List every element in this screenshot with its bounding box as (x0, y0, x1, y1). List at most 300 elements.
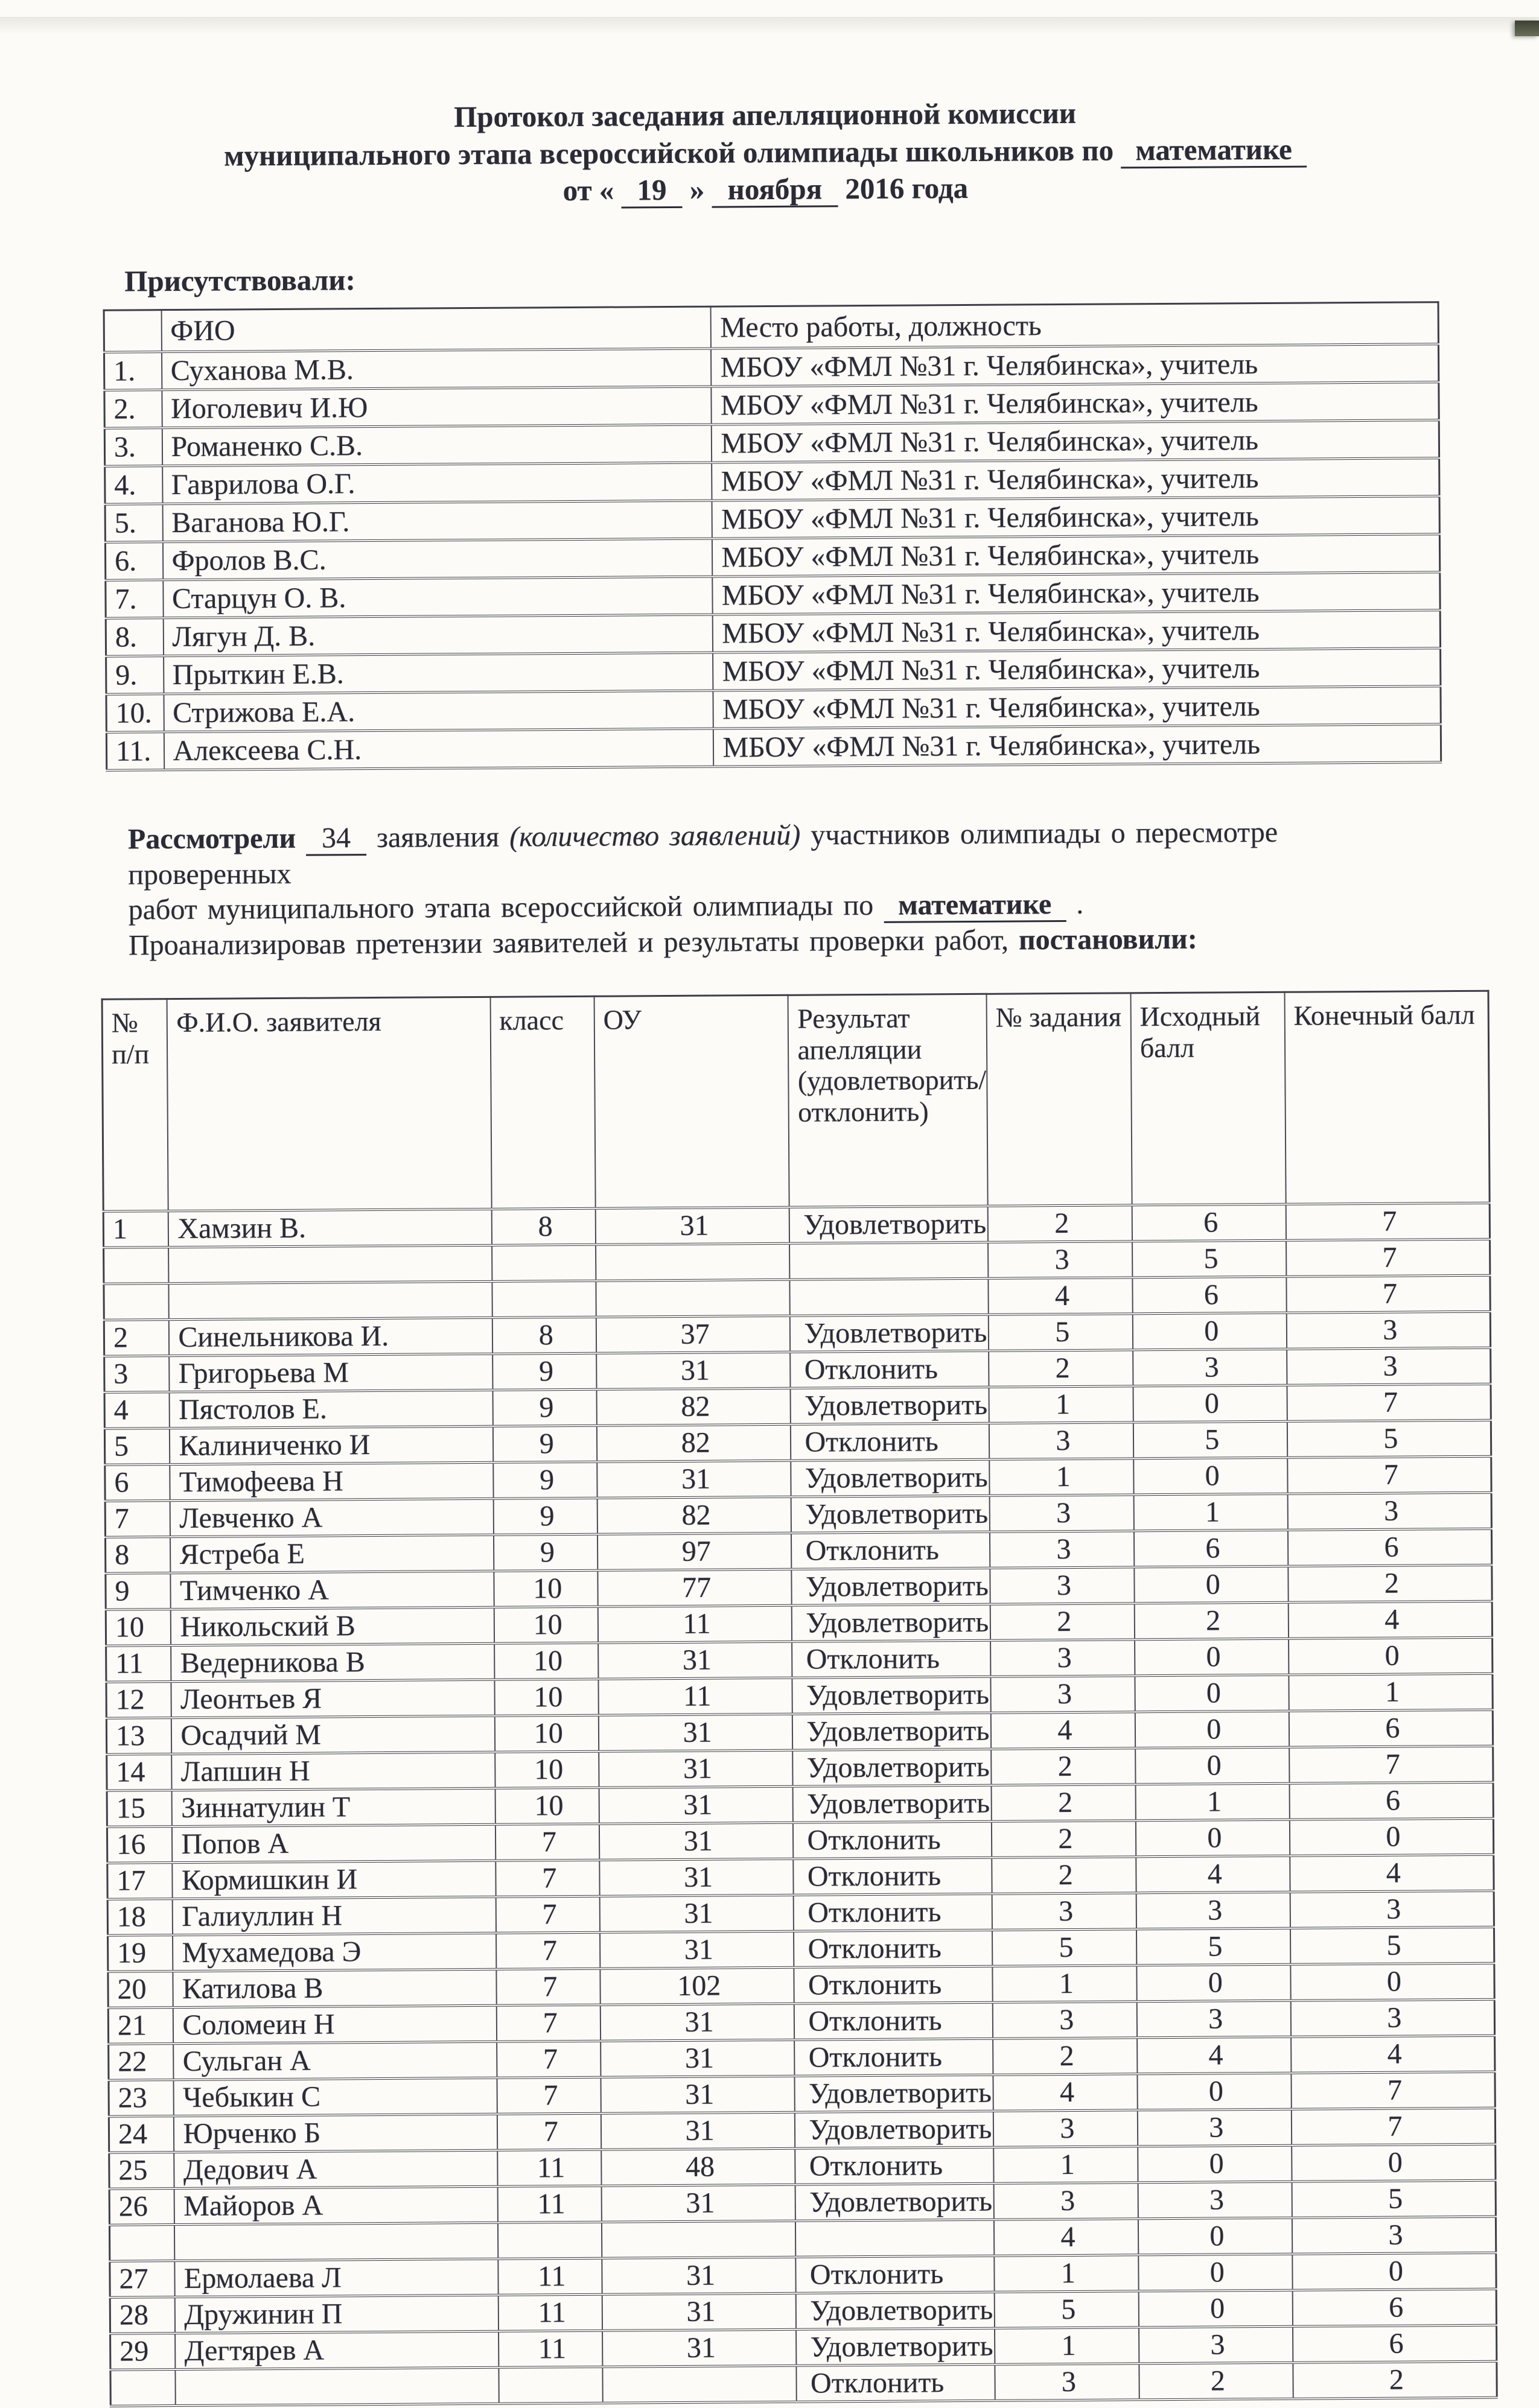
table-cell: Удовлетворить (791, 1387, 989, 1425)
table-cell: 7 (495, 1860, 600, 1897)
table-cell: Отклонить (795, 2039, 993, 2076)
table-cell: 10 (494, 1607, 598, 1644)
resolution-line-1 (128, 815, 1420, 893)
table-cell: 9 (493, 1462, 597, 1499)
table-cell: 0 (1135, 1711, 1289, 1749)
table-cell: 4 (993, 2074, 1137, 2111)
table-cell: Отклонить (794, 1930, 992, 1968)
table-cell: 10 (494, 1571, 598, 1607)
table-cell: 5 (995, 2292, 1139, 2328)
table-cell: 1 (994, 2255, 1138, 2292)
column-header: Исходный балл (1130, 993, 1286, 1206)
table-cell: 7 (1291, 2072, 1495, 2109)
table-cell: 4 (988, 1278, 1132, 1315)
table-cell: Кормишкин И (173, 1861, 496, 1899)
table-cell: 7 (495, 1824, 600, 1861)
table-cell: Отклонить (792, 1641, 991, 1678)
table-cell: 23 (109, 2080, 174, 2117)
table-cell: 5 (1132, 1241, 1286, 1278)
table-cell: 2 (993, 2038, 1137, 2075)
table-cell: 4. (105, 466, 162, 504)
table-cell: Ваганова Ю.Г. (162, 501, 712, 542)
table-cell: 77 (597, 1569, 792, 1607)
table-cell: 3 (994, 2183, 1138, 2220)
table-cell: 14 (107, 1755, 172, 1791)
table-cell: Ведерникова В (171, 1644, 495, 1682)
table-cell: 2 (990, 1604, 1135, 1641)
table-cell: Отклонить (797, 2365, 995, 2402)
table-cell: Фролов В.С. (162, 539, 712, 580)
table-cell: 7 (497, 2114, 601, 2150)
resolution-line3-bold: постановили: (1018, 923, 1197, 956)
table-cell: 21 (108, 2008, 173, 2045)
table-cell: Суханова М.В. (162, 349, 712, 390)
column-header: № задания (986, 993, 1132, 1206)
table-cell: Дедович А (174, 2150, 498, 2188)
table-cell: Ермолаева Л (175, 2259, 499, 2297)
table-cell: 11. (106, 732, 164, 770)
table-cell: Катилова В (173, 1969, 497, 2007)
table-cell: 13 (106, 1718, 171, 1755)
table-cell: 7 (1286, 1275, 1490, 1313)
table-cell: 1. (104, 352, 161, 390)
table-cell: Майоров А (174, 2187, 498, 2225)
table-cell: 15 (107, 1791, 172, 1828)
table-cell: 10 (494, 1715, 599, 1752)
column-header (104, 310, 161, 352)
title-subject-blank: математике (1121, 132, 1307, 168)
table-cell: 9 (494, 1534, 598, 1571)
table-cell: МБОУ «ФМЛ №31 г. Челябинска», учитель (713, 648, 1441, 690)
appeals-table-body (103, 1203, 1497, 2406)
table-cell: 7 (495, 1896, 600, 1933)
table-cell: 2. (104, 390, 162, 428)
table-cell: 10. (106, 694, 164, 732)
table-cell: Хамзин В. (168, 1209, 492, 1247)
table-cell: 3 (990, 1676, 1135, 1713)
table-cell: Отклонить (793, 1822, 992, 1859)
table-cell: Иоголевич И.Ю (162, 387, 712, 428)
appeals-header-row (102, 991, 1490, 1212)
table-cell: 5 (1133, 1422, 1287, 1459)
table-cell: 31 (602, 2257, 796, 2295)
table-cell: 31 (599, 1859, 794, 1896)
table-cell: 8 (105, 1537, 170, 1574)
table-cell: 4 (1137, 2037, 1291, 2074)
title-date-day-blank: 19 (621, 173, 682, 209)
table-cell: 16 (107, 1827, 172, 1864)
table-cell: Лапшин Н (172, 1752, 495, 1790)
table-cell: Гаврилова О.Г. (162, 463, 712, 504)
table-cell: 6 (105, 1465, 170, 1502)
table-cell: Отклонить (791, 1423, 989, 1461)
resolution-line3-text: Проанализировав претензии заявителей и результаты проверки работ, (128, 924, 1009, 962)
table-cell: 7 (496, 1933, 601, 1969)
table-cell (499, 2367, 603, 2404)
table-cell: 31 (602, 2330, 797, 2367)
table-cell: 7 (1287, 1384, 1491, 1422)
table-cell: Галиуллин Н (173, 1897, 496, 1935)
title-text-2: муниципального этапа всероссийской олимпиады школьников по (224, 133, 1114, 173)
table-cell: 1 (1289, 1674, 1493, 1711)
table-cell: 10 (106, 1610, 171, 1647)
table-cell: 0 (1135, 1675, 1289, 1712)
table-cell: 0 (1135, 1639, 1289, 1676)
table-cell (169, 1282, 492, 1320)
table-cell: 1 (995, 2328, 1139, 2365)
table-cell: 0 (1289, 1638, 1493, 1675)
table-cell: Юрченко Б (174, 2114, 497, 2152)
table-cell: 0 (1290, 1963, 1494, 2001)
table-cell: 3 (1291, 2000, 1495, 2037)
table-cell: 6 (1132, 1204, 1286, 1242)
table-cell: 2 (991, 1785, 1135, 1822)
table-cell: МБОУ «ФМЛ №31 г. Челябинска», учитель (712, 382, 1439, 424)
table-cell: 11 (598, 1606, 792, 1643)
table-cell: 3 (1139, 2327, 1293, 2364)
table-cell: 3 (990, 1495, 1134, 1532)
table-cell: Зиннатулин Т (172, 1788, 495, 1826)
table-cell: 0 (1133, 1313, 1287, 1350)
table-cell: Прыткин Е.В. (164, 653, 713, 694)
table-cell: 10 (495, 1788, 599, 1825)
column-header: Конечный балл (1284, 991, 1490, 1205)
table-cell: 12 (106, 1682, 171, 1719)
resolution-italic-note: (количество заявлений) (509, 819, 801, 853)
table-cell: 31 (599, 1787, 793, 1824)
table-cell (169, 1245, 492, 1283)
table-cell: Удовлетворить (793, 1749, 992, 1787)
table-cell (492, 1281, 596, 1318)
table-cell: МБОУ «ФМЛ №31 г. Челябинска», учитель (712, 420, 1439, 462)
table-cell: 7. (106, 580, 163, 618)
table-cell: 6 (1134, 1530, 1288, 1568)
table-cell: Отклонить (796, 2256, 995, 2293)
table-cell: МБОУ «ФМЛ №31 г. Челябинска», учитель (713, 572, 1440, 614)
table-cell: 3 (990, 1640, 1135, 1677)
table-cell: Удовлетворить (789, 1206, 988, 1244)
table-cell: 3 (1137, 2001, 1291, 2038)
table-cell: Дружинин П (175, 2295, 499, 2333)
table-cell (498, 2222, 602, 2259)
table-cell: 31 (597, 1461, 791, 1498)
table-cell: 3 (1287, 1348, 1491, 1385)
table-cell: 48 (601, 2149, 795, 2186)
table-cell: 3 (988, 1242, 1132, 1279)
resolution-line2-text: работ муниципального этапа всероссийской олимпиады по (128, 889, 874, 926)
table-cell: 7 (105, 1501, 170, 1538)
table-cell (109, 2225, 174, 2262)
table-cell: МБОУ «ФМЛ №31 г. Челябинска», учитель (713, 724, 1441, 766)
table-cell: Григорьева М (170, 1354, 493, 1392)
table-cell: 4 (991, 1712, 1135, 1749)
table-cell: 1 (989, 1459, 1133, 1496)
table-cell: 5 (989, 1314, 1133, 1351)
table-cell (602, 2366, 797, 2403)
table-cell: 2 (1293, 2362, 1497, 2399)
table-cell: 3 (1138, 2182, 1292, 2219)
table-cell: 0 (1138, 2146, 1292, 2183)
appeals-table (101, 990, 1498, 2407)
table-cell: 24 (109, 2117, 174, 2153)
table-cell: 2 (992, 1821, 1136, 1858)
table-cell: 10 (495, 1752, 599, 1788)
table-cell: Отклонить (791, 1532, 990, 1569)
table-cell: 4 (104, 1393, 170, 1429)
title-text-1: Протокол заседания апелляционной комиссии (453, 96, 1077, 134)
table-cell: 6 (1289, 1710, 1493, 1747)
table-cell: МБОУ «ФМЛ №31 г. Челябинска», учитель (713, 610, 1440, 652)
table-cell: 31 (602, 2293, 797, 2331)
table-cell: 2 (1135, 1603, 1289, 1640)
table-cell: 3 (1136, 1892, 1290, 1930)
table-cell: 5 (1136, 1928, 1290, 1966)
table-cell: 3 (989, 1423, 1133, 1460)
table-cell: 5. (105, 504, 162, 542)
table-cell: Синельникова И. (169, 1318, 492, 1356)
table-cell: 31 (601, 2040, 795, 2077)
table-cell: Осадчий М (171, 1716, 495, 1754)
table-cell: 3 (1290, 1891, 1494, 1928)
table-cell (174, 2223, 498, 2261)
resolution-subject-blank: математике (884, 888, 1066, 923)
table-cell: 7 (497, 2041, 601, 2078)
table-cell: 0 (1138, 2254, 1292, 2292)
table-cell: 11 (106, 1646, 171, 1683)
column-header: Ф.И.О. заявителя (167, 997, 491, 1212)
table-cell: 4 (994, 2219, 1138, 2256)
table-cell: 3 (990, 1531, 1134, 1568)
table-cell: Алексеева С.Н. (164, 729, 713, 770)
table-cell: Отклонить (791, 1351, 989, 1388)
table-cell: Старцун О. В. (163, 577, 713, 618)
table-cell: Лягун Д. В. (163, 615, 713, 656)
table-cell: 4 (1136, 1856, 1290, 1893)
table-cell: 9. (106, 656, 164, 694)
resolution-count-blank: 34 (306, 822, 366, 856)
table-cell: 5 (1292, 2181, 1496, 2218)
table-cell: 29 (110, 2334, 176, 2371)
table-cell: 1 (992, 1966, 1136, 2003)
table-cell: Тимченко А (171, 1571, 494, 1609)
table-cell: Удовлетворить (795, 2111, 993, 2149)
resolution-paragraph (128, 815, 1420, 964)
table-cell: 2 (988, 1206, 1132, 1242)
table-cell: Удовлетворить (796, 2292, 995, 2330)
table-cell: 11 (499, 2331, 603, 2368)
table-cell: 31 (598, 1642, 792, 1679)
table-row (110, 2362, 1497, 2406)
table-cell: МБОУ «ФМЛ №31 г. Челябинска», учитель (712, 458, 1439, 500)
table-cell: 31 (600, 1931, 794, 1969)
table-cell: Стрижова Е.А. (164, 691, 713, 732)
table-cell: 37 (596, 1316, 791, 1353)
resolution-lead: Рассмотрели (127, 822, 296, 856)
table-cell: Левченко А (170, 1499, 494, 1537)
table-cell: Удовлетворить (795, 2075, 993, 2112)
table-cell: 25 (109, 2153, 174, 2190)
table-cell (602, 2221, 796, 2258)
table-cell: 10 (494, 1643, 599, 1680)
table-cell: 28 (110, 2298, 175, 2334)
table-cell: 26 (109, 2189, 174, 2226)
table-cell: 31 (601, 2185, 795, 2222)
table-cell: 1 (1133, 1494, 1287, 1531)
table-cell: МБОУ «ФМЛ №31 г. Челябинска», учитель (713, 686, 1441, 728)
table-cell: Удовлетворить (793, 1785, 992, 1823)
table-cell: Дегтярев А (176, 2331, 499, 2369)
title-date-month-blank: ноября (712, 173, 838, 208)
table-cell: 7 (1289, 1746, 1493, 1784)
table-cell: 2 (991, 1749, 1135, 1785)
table-cell: Романенко С.В. (162, 425, 712, 466)
table-cell: 7 (496, 1969, 601, 2006)
table-cell: 8 (491, 1209, 596, 1245)
table-cell: Отклонить (794, 1894, 992, 1931)
table-cell: 18 (107, 1899, 173, 1936)
table-cell: 3 (992, 1893, 1136, 1930)
table-cell: 82 (597, 1425, 791, 1462)
table-cell: Удовлетворить (790, 1315, 989, 1352)
table-cell: 97 (597, 1533, 792, 1571)
table-cell: 82 (597, 1497, 792, 1534)
table-cell: Отклонить (794, 1858, 992, 1895)
table-cell (596, 1244, 790, 1281)
table-cell: 0 (1138, 2290, 1292, 2328)
table-cell: 2 (992, 1857, 1136, 1894)
table-cell: 9 (492, 1390, 597, 1426)
table-cell: 7 (497, 2077, 601, 2114)
table-cell: 31 (596, 1352, 791, 1390)
column-header: Место работы, должность (711, 302, 1438, 349)
table-cell (790, 1242, 989, 1280)
table-cell: Соломеин Н (173, 2006, 497, 2044)
table-cell: 0 (1134, 1566, 1288, 1604)
table-cell (104, 1248, 169, 1285)
table-cell: 3 (1287, 1493, 1491, 1530)
table-cell: Удовлетворить (791, 1496, 990, 1533)
column-header: класс (490, 997, 595, 1210)
table-cell: 102 (600, 1968, 794, 2005)
table-cell: Мухамедова Э (173, 1933, 496, 1971)
table-cell: 2 (989, 1350, 1133, 1387)
table-cell: 82 (596, 1388, 791, 1426)
table-cell (795, 2220, 994, 2257)
table-cell: 5 (1287, 1420, 1491, 1458)
table-cell: 5 (992, 1930, 1136, 1966)
table-cell (790, 1279, 989, 1316)
table-row (106, 724, 1441, 770)
table-cell: 11 (498, 2295, 602, 2331)
resolution-line-3 (129, 920, 1420, 964)
attendees-table (103, 301, 1442, 772)
attendees-table-body (104, 344, 1441, 770)
table-cell (596, 1280, 790, 1317)
table-cell: 3 (995, 2364, 1139, 2401)
table-cell: 8 (492, 1317, 596, 1354)
table-cell: 5 (1290, 1927, 1494, 1965)
page-title (0, 92, 1535, 213)
table-cell: 3 (1133, 1349, 1287, 1387)
table-cell: Удовлетворить (797, 2328, 995, 2366)
table-cell: 31 (596, 1207, 790, 1245)
table-cell: 0 (1133, 1458, 1287, 1495)
table-cell: 31 (601, 2004, 795, 2041)
table-cell: МБОУ «ФМЛ №31 г. Челябинска», учитель (711, 344, 1438, 386)
table-cell: 31 (601, 2076, 795, 2114)
table-cell: 0 (1133, 1385, 1287, 1423)
table-cell: 1 (103, 1212, 168, 1248)
table-cell: 22 (109, 2044, 174, 2081)
table-cell: Пястолов Е. (170, 1390, 493, 1428)
table-cell: 31 (599, 1714, 793, 1752)
table-cell: 1 (1135, 1784, 1289, 1821)
table-cell: 0 (1136, 1965, 1290, 2002)
table-cell: Удовлетворить (791, 1460, 990, 1497)
table-cell: 3 (993, 2111, 1138, 2147)
table-cell: 9 (106, 1574, 171, 1610)
table-cell: 7 (1286, 1203, 1490, 1241)
table-cell: 3 (1292, 2217, 1496, 2254)
table-cell: Удовлетворить (792, 1568, 990, 1606)
table-cell: 0 (1137, 2073, 1291, 2111)
resolution-rest-line1: участников олимпиады о пересмотре проверенных (128, 816, 1278, 891)
table-cell: 0 (1290, 1819, 1494, 1856)
table-cell: 0 (1136, 1820, 1290, 1857)
table-cell: 7 (1286, 1239, 1490, 1277)
table-cell: 6 (1292, 2289, 1496, 2327)
table-cell (110, 2370, 176, 2407)
table-cell: 2 (1288, 1565, 1492, 1603)
table-cell: Удовлетворить (792, 1713, 991, 1750)
table-cell: 11 (497, 2186, 602, 2223)
resolution-line2-dot: . (1076, 888, 1084, 921)
table-cell: 6 (1288, 1529, 1492, 1566)
table-cell: Леонтьев Я (171, 1680, 495, 1718)
table-cell: 17 (107, 1863, 173, 1900)
table-cell: 11 (497, 2150, 602, 2187)
table-cell: 20 (108, 1972, 173, 2009)
resolution-after-count: заявления (376, 821, 500, 854)
table-cell: 27 (110, 2261, 175, 2298)
table-cell: 0 (1292, 2253, 1496, 2290)
table-cell: Удовлетворить (795, 2184, 994, 2221)
table-cell: Удовлетворить (792, 1677, 991, 1714)
table-cell (492, 1245, 596, 1282)
table-cell: 8. (106, 618, 163, 656)
table-cell: 3 (990, 1568, 1134, 1604)
table-cell: Отклонить (794, 2003, 993, 2040)
table-cell: Никольский В (171, 1607, 494, 1645)
table-cell: Ястреба Е (170, 1535, 494, 1573)
table-cell: Калиниченко И (170, 1426, 493, 1464)
table-cell: 3 (1287, 1312, 1491, 1349)
table-cell: 9 (493, 1426, 597, 1463)
table-cell: 31 (601, 2112, 795, 2150)
table-cell: 9 (493, 1498, 597, 1535)
table-cell: 3 (104, 1356, 170, 1393)
table-cell: Сульган А (174, 2042, 497, 2080)
table-cell: 4 (1288, 1601, 1492, 1639)
table-cell: 3 (993, 2002, 1137, 2039)
table-cell: 4 (1290, 1855, 1494, 1892)
table-cell: 6 (1289, 1782, 1493, 1820)
table-cell: 31 (600, 1895, 794, 1933)
table-cell: 6. (105, 542, 162, 580)
table-cell (104, 1284, 169, 1321)
table-cell: Отклонить (794, 1966, 993, 2004)
column-header: № п/п (102, 999, 168, 1212)
